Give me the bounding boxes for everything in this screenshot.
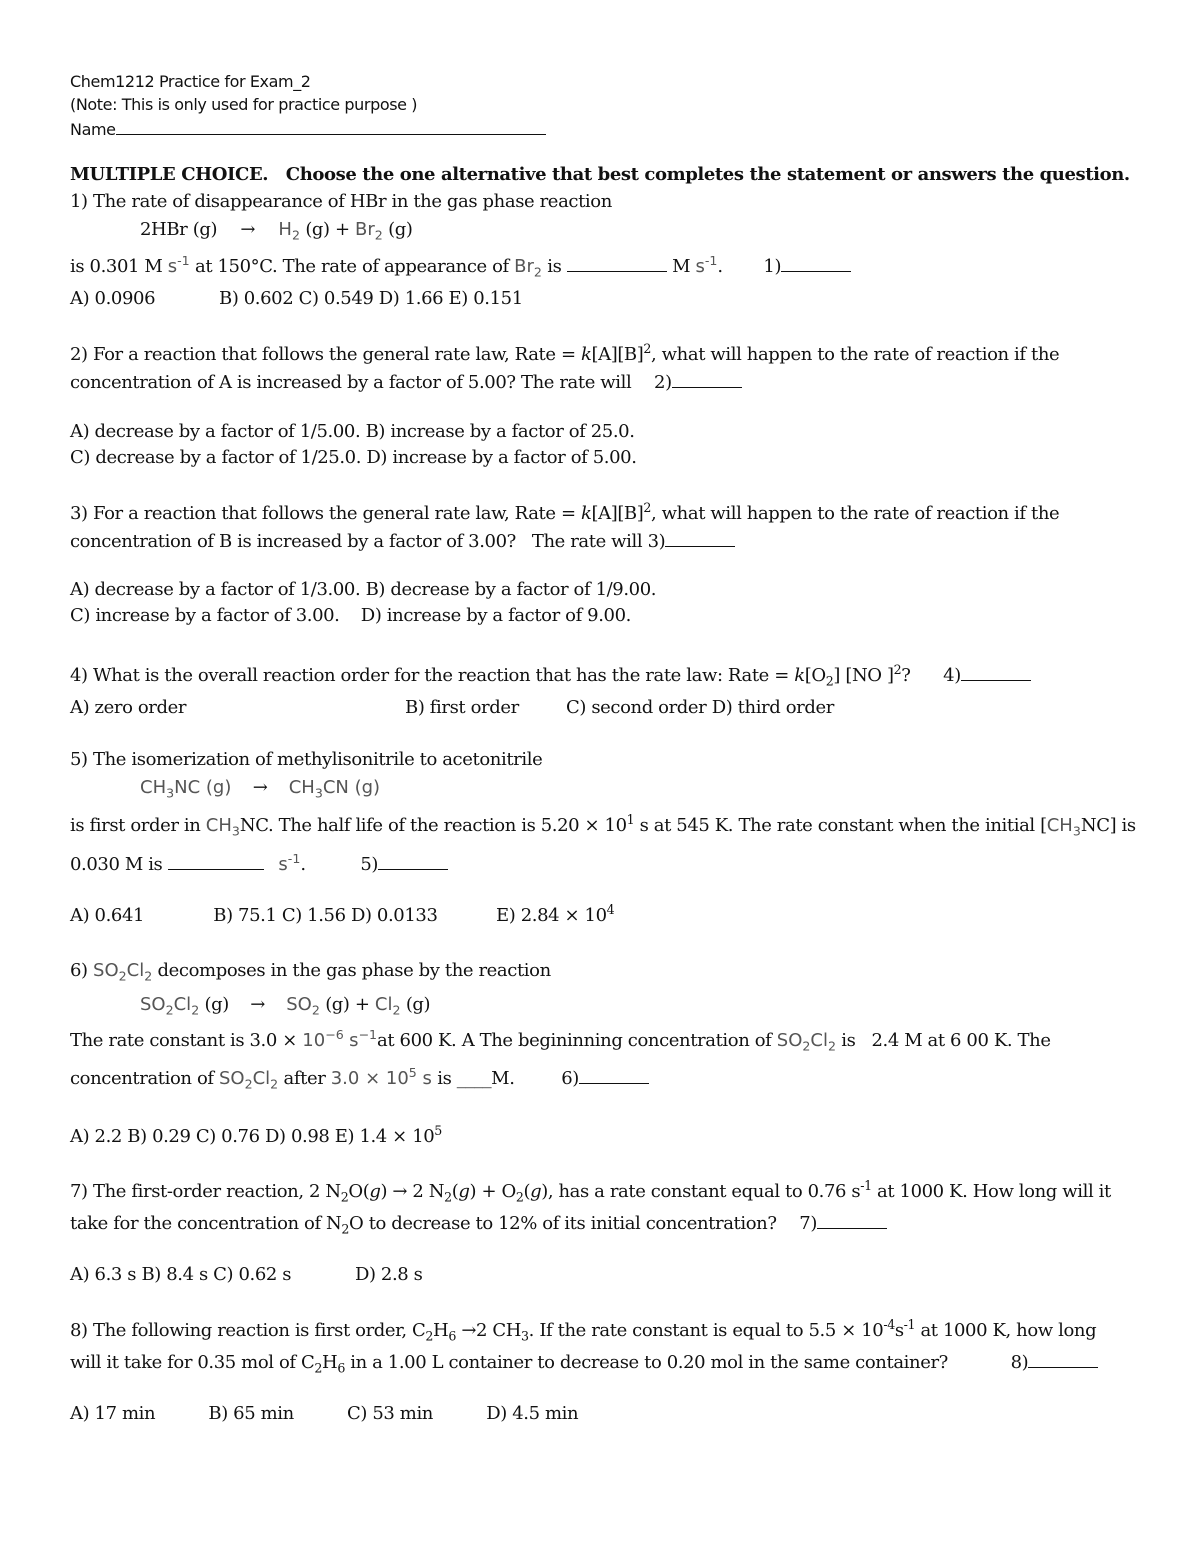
q2-number: 2) — [654, 372, 672, 393]
q5-hl-exp: 1 — [626, 812, 635, 827]
q4-stem — [70, 662, 1031, 689]
q5-text-b: NC. The half life of the reaction is 5.20 × 10 — [239, 815, 627, 836]
practice-note: (Note: This is only used for practice purpose ) — [70, 95, 418, 114]
q8-text-line2a: will it take for 0.35 mol of C — [70, 1352, 315, 1373]
q6-number: 6) — [561, 1068, 579, 1089]
q8-sub-d: 2 — [314, 1360, 322, 1376]
q7-g3: g — [530, 1181, 542, 1202]
q7-stem — [70, 1178, 1111, 1205]
q6-text-line3c: is ____M. — [437, 1068, 515, 1089]
q5-eq-left: $CH_3NC$ (g) — [140, 777, 232, 801]
q4-k: k — [794, 665, 805, 686]
q7-g2: g — [458, 1181, 470, 1202]
q7-sub-b: 2 — [444, 1189, 452, 1205]
q5-answers-text: A) 0.641 B) 75.1 C) 1.56 D) 0.0133 E) 2.84 × 10 — [70, 905, 607, 926]
q3-answer-blank[interactable] — [665, 532, 735, 547]
q2-answer-blank[interactable] — [672, 373, 742, 388]
arrow-icon: → — [240, 219, 256, 240]
q6-answers-text: A) 2.2 B) 0.29 C) 0.76 D) 0.98 E) 1.4 × 10 — [70, 1126, 435, 1147]
q3-number: 3) — [647, 531, 666, 552]
q6-text-a: The rate constant is 3.0 × — [70, 1030, 297, 1051]
q3-k: k — [580, 503, 592, 524]
q1-eq-h2: $H_2$ — [278, 219, 300, 243]
q7-exp: -1 — [860, 1178, 872, 1193]
q5-number: 5) — [360, 854, 379, 875]
q6-so2cl2-b: $SO_2Cl_2$ — [776, 1030, 836, 1054]
q5-ans-exp: 4 — [606, 902, 615, 917]
q6-answer-blank[interactable] — [579, 1069, 649, 1084]
q6-equation — [140, 994, 431, 1018]
q6-text-line3a: concentration of — [70, 1068, 214, 1089]
q1-br2: $Br_2$ — [514, 256, 542, 280]
q2-k: k — [580, 344, 592, 365]
arrow-icon: → — [252, 777, 268, 798]
q8-exp1: -4 — [883, 1317, 895, 1332]
q8-text-a: 8) The following reaction is first order, C — [70, 1320, 426, 1341]
q1-unit: $s^{-1}$ — [167, 253, 190, 277]
q6-time: $3.0 \times 10^5$ s — [330, 1065, 432, 1089]
q1-answers: A) 0.0906 B) 0.602 C) 0.549 D) 1.66 E) 0.151 — [70, 288, 523, 309]
q8-exp2: -1 — [903, 1317, 916, 1332]
q1-eq-left: 2HBr (g) — [140, 219, 218, 240]
q5-fill-blank[interactable] — [168, 855, 264, 870]
q8-answers: A) 17 min B) 65 min C) 53 min D) 4.5 min — [70, 1403, 579, 1424]
q6-text-c: is 2.4 M at 6 00 K. The — [841, 1030, 1051, 1051]
q7-number: 7) — [799, 1213, 817, 1234]
q7-text-a: 7) The first-order reaction, 2 N — [70, 1181, 341, 1202]
q3-exp: 2 — [643, 500, 652, 515]
q5-eq-right: $CH_3CN$ (g) — [288, 777, 381, 801]
q6-line2 — [70, 1027, 1051, 1054]
q8-text-d: . If the rate constant is equal to 5.5 × 10 — [528, 1320, 884, 1341]
name-label: Name — [70, 120, 116, 139]
q7-text-b: O( — [348, 1181, 370, 1202]
q6-stem-text: decomposes in the gas phase by the reaction — [157, 960, 551, 981]
q7-text-line2a: take for the concentration of N — [70, 1213, 342, 1234]
q8-sub-c: 3 — [521, 1328, 529, 1344]
q2-exp: 2 — [643, 341, 652, 356]
q6-text-b: at 600 K. A The begininning concentration of — [377, 1030, 772, 1051]
q1-text-a: is 0.301 M — [70, 256, 163, 277]
q8-sub-e: 6 — [337, 1360, 345, 1376]
q3-text-c: , what will happen to the rate of reaction if the — [651, 503, 1060, 524]
q6-eq-g1: (g) — [204, 994, 229, 1015]
q1-text-b: at 150°C. The rate of appearance of — [195, 256, 509, 277]
q1-eq-br2: $Br_2$ — [355, 219, 383, 243]
q1-number: 1) — [763, 256, 782, 277]
q8-text-line2b: H — [322, 1352, 338, 1373]
q6-ten: $10^{-6}$ — [302, 1027, 344, 1051]
q7-line2 — [70, 1213, 887, 1237]
q8-text-f: at 1000 K, how long — [920, 1320, 1097, 1341]
q8-number: 8) — [1010, 1352, 1029, 1373]
q6-ans-exp: 5 — [434, 1123, 442, 1138]
q1-unit2: $s^{-1}$ — [695, 253, 718, 277]
q3-text-b: [A][B] — [591, 503, 644, 524]
name-line[interactable] — [116, 119, 546, 135]
q6-so2cl2-c: $SO_2Cl_2$ — [218, 1068, 279, 1092]
q5-text-d: NC] is — [1080, 815, 1136, 836]
instructions-heading: MULTIPLE CHOICE. — [70, 164, 269, 185]
name-field — [70, 119, 546, 138]
q7-text-h: at 1000 K. How long will it — [877, 1181, 1111, 1202]
q6-unit: $s^{-1}$ — [349, 1027, 378, 1051]
q4-text-a: 4) What is the overall reaction order for the reaction that has the rate law: Rate = — [70, 665, 789, 686]
exam-title: Chem1212 Practice for Exam_2 — [70, 72, 311, 91]
q6-eq-left: $SO_2Cl_2$ — [140, 994, 200, 1018]
q4-sub: 2 — [825, 673, 834, 689]
q4-answer-b: B) first order — [405, 697, 519, 718]
q6-text-line3b: after — [283, 1068, 326, 1089]
q8-text-b: H — [433, 1320, 449, 1341]
q4-answer-cd: C) second order D) third order — [566, 697, 834, 718]
q5-text-a: is first order in — [70, 815, 201, 836]
q2-stem — [70, 341, 1060, 365]
q8-text-line2c: in a 1.00 L container to decrease to 0.20 mol in the same container? — [350, 1352, 948, 1373]
q1-equation — [140, 219, 413, 243]
q7-sub-a: 2 — [340, 1189, 349, 1205]
q4-answer-a: A) zero order — [70, 697, 187, 718]
q1-line2: is 0.301 M $s^{-1}$ at 150°C. The rate of appearance of $Br_2$ is M $s^{-1}$. 1) — [70, 257, 851, 276]
q8-text-c: →2 CH — [461, 1320, 522, 1341]
q5-line3 — [70, 851, 448, 875]
instructions-text: Choose the one alternative that best completes the statement or answers the question. — [285, 164, 1130, 185]
q2-text-a: 2) For a reaction that follows the general rate law, Rate = — [70, 344, 576, 365]
q5-ch3: $CH_3$ — [205, 815, 240, 839]
q1-eq-g: (g) — [388, 219, 413, 240]
q2-text-c: , what will happen to the rate of reaction if the — [651, 344, 1060, 365]
q7-sub-d: 2 — [341, 1221, 350, 1237]
q3-answers-cd: C) increase by a factor of 3.00. D) increase by a factor of 9.00. — [70, 605, 631, 626]
q8-line2 — [70, 1352, 1098, 1376]
q5-ch3b: $CH_3$ — [1046, 815, 1081, 839]
q3-text-a: 3) For a reaction that follows the general rate law, Rate = — [70, 503, 576, 524]
q2-text-line2: concentration of A is increased by a factor of 5.00? The rate will — [70, 372, 632, 393]
q1-text-d: M — [672, 256, 691, 277]
q4-number: 4) — [943, 665, 961, 686]
q5-text-line3: 0.030 M is — [70, 854, 163, 875]
q7-text-d: ( — [451, 1181, 459, 1202]
q7-text-c: ) → 2 N — [380, 1181, 445, 1202]
q6-eq-so2: $SO_2$ — [286, 994, 320, 1018]
q7-answer-blank[interactable] — [817, 1214, 887, 1229]
q6-stem — [70, 960, 551, 984]
q7-answers: A) 6.3 s B) 8.4 s C) 0.62 s D) 2.8 s — [70, 1264, 423, 1285]
q7-text-g: ), has a rate constant equal to 0.76 s — [541, 1181, 861, 1202]
q8-answer-blank[interactable] — [1028, 1353, 1098, 1368]
q6-eq-cl2: $Cl_2$ — [374, 994, 401, 1018]
q6-so2cl2: $SO_2Cl_2$ — [93, 960, 153, 984]
q7-text-f: ( — [523, 1181, 531, 1202]
q4-answer-blank[interactable] — [961, 666, 1031, 681]
q2-answers-ab: A) decrease by a factor of 1/5.00. B) increase by a factor of 25.0. — [70, 421, 635, 442]
q4-exp: 2 — [893, 662, 902, 677]
q2-answers-cd: C) decrease by a factor of 1/25.0. D) increase by a factor of 5.00. — [70, 447, 637, 468]
q4-text-d: ? — [901, 665, 911, 686]
q8-text-e: s — [894, 1320, 904, 1341]
q3-stem — [70, 500, 1060, 524]
q7-g1: g — [369, 1181, 381, 1202]
q5-equation — [140, 777, 381, 801]
q2-line2 — [70, 373, 742, 392]
q5-text-c: s at 545 K. The rate constant when the initial [ — [639, 815, 1047, 836]
q5-stem: 5) The isomerization of methylisonitrile to acetonitrile — [70, 749, 543, 770]
q8-stem — [70, 1317, 1097, 1344]
q6-eq-g-plus: (g) + — [325, 994, 370, 1015]
q3-answers-ab: A) decrease by a factor of 1/3.00. B) decrease by a factor of 1/9.00. — [70, 579, 657, 600]
q5-answers — [70, 902, 615, 926]
q1-eq-g-plus: (g) + — [305, 219, 350, 240]
q3-text-line2: concentration of B is increased by a factor of 3.00? The rate will — [70, 531, 643, 552]
instructions — [70, 166, 1130, 184]
q8-sub-b: 6 — [448, 1328, 456, 1344]
q5-unit: $s^{-1}$ — [278, 851, 301, 875]
q4-text-c: ] [NO ] — [833, 665, 894, 686]
q6-answers — [70, 1123, 442, 1147]
q6-line3 — [70, 1065, 649, 1092]
q1-stem: 1) The rate of disappearance of HBr in the gas phase reaction — [70, 191, 612, 212]
q1-text-c: is — [547, 256, 562, 277]
q3-line2 — [70, 532, 735, 551]
q5-answer-blank[interactable] — [378, 855, 448, 870]
q7-sub-c: 2 — [515, 1189, 524, 1205]
q5-line2 — [70, 812, 1136, 839]
q2-text-b: [A][B] — [591, 344, 644, 365]
q4-text-b: [O — [804, 665, 826, 686]
q7-text-e: ) + O — [469, 1181, 516, 1202]
q6-num: 6) — [70, 960, 88, 981]
q5-period: . — [300, 854, 306, 875]
q1-answer-blank[interactable] — [781, 257, 851, 272]
arrow-icon: → — [250, 994, 265, 1015]
q8-sub-a: 2 — [425, 1328, 434, 1344]
q7-text-line2b: O to decrease to 12% of its initial concentration? — [349, 1213, 777, 1234]
q6-eq-g2: (g) — [405, 994, 431, 1015]
q1-fill-blank[interactable] — [567, 257, 667, 272]
